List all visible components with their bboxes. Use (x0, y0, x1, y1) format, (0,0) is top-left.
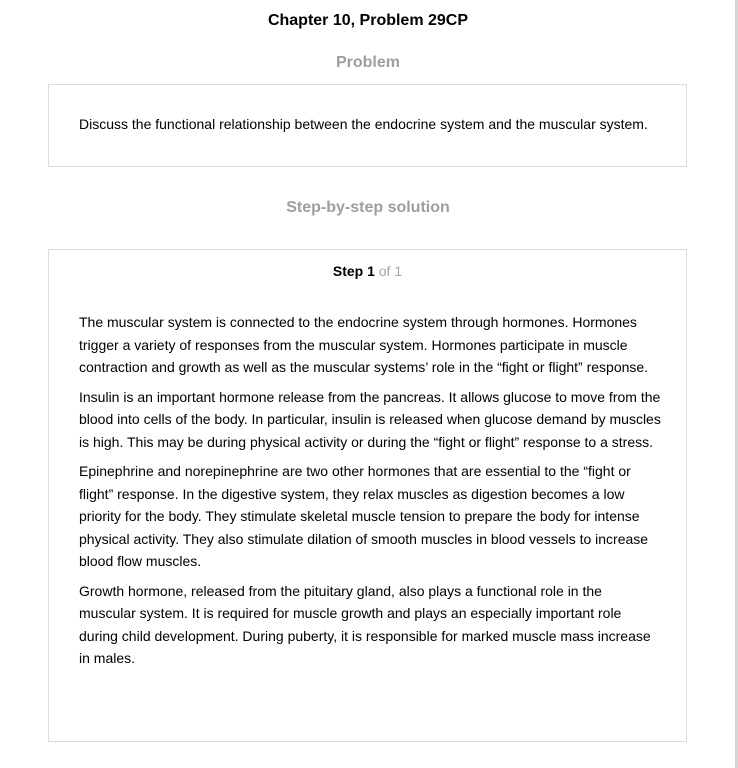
solution-box (48, 249, 687, 742)
step-count: of 1 (378, 263, 403, 279)
solution-paragraph: Epinephrine and norepinephrine are two other hormones that are essential to the “fight or flight” response. In the digestive system, they relax muscles as digestion becomes a low priority for the body. They stimulate skeletal muscle tension to prepare the body for intense physical activity. They also stimulate dilation of smooth muscles in blood vessels to increase blood flow muscles. (79, 463, 649, 569)
problem-text: Discuss the functional relationship between the endocrine system and the muscular system. (79, 116, 648, 132)
problem-box (48, 84, 687, 167)
solution-heading: Step-by-step solution (286, 199, 450, 216)
step-header (49, 263, 686, 279)
problem-heading: Problem (335, 54, 400, 71)
solution-body (79, 311, 661, 677)
page-title: Chapter 10, Problem 29CP (267, 12, 469, 29)
step-label: Step 1 (332, 263, 375, 279)
solution-paragraph: Growth hormone, released from the pituitary gland, also plays a functional role in the muscular system. It is required for muscle growth and plays an especially important role during child development. During puberty, it is responsible for marked muscle mass increase in males. (79, 582, 651, 666)
solution-paragraph: Insulin is an important hormone release from the pancreas. It allows glucose to move from the blood into cells of the body. In particular, insulin is released when glucose demand by muscles is high. This may be during physical activity or during the “fight or flight” response to a stress. (79, 388, 661, 450)
solution-paragraph: The muscular system is connected to the endocrine system through hormones. Hormones trigger a variety of responses from the muscular system. Hormones participate in muscle contraction and growth as well as the muscular systems’ role in the “fight or flight” response. (79, 314, 649, 375)
